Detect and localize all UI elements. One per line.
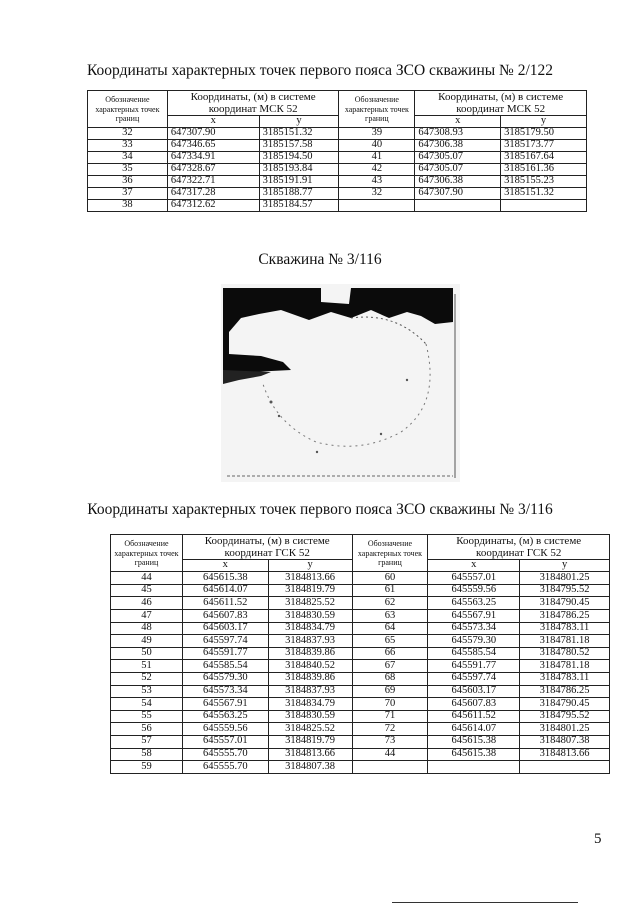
table-cell-x2: 645607.83	[428, 698, 520, 711]
table-cell-n1: 44	[111, 572, 183, 585]
table-cell-x2: 645611.52	[428, 710, 520, 723]
header-point-2: Обозначение характерных точек границ	[339, 91, 415, 128]
table1-title: Координаты характерных точек первого пояса ЗСО скважины № 2/122	[86, 62, 554, 79]
table-cell-y2: 3185167.64	[501, 152, 587, 164]
table-cell-x1: 645567.91	[182, 698, 268, 711]
table-cell-x2: 647305.07	[415, 152, 501, 164]
table-cell-y2: 3184801.25	[520, 723, 610, 736]
table-row	[111, 748, 610, 761]
table-cell-y2: 3184790.45	[520, 597, 610, 610]
table-cell-x1: 645611.52	[182, 597, 268, 610]
table-cell-x1: 645555.70	[182, 761, 268, 774]
table-cell-n1: 56	[111, 723, 183, 736]
table-cell-n1: 52	[111, 672, 183, 685]
table-cell-y1: 3185191.91	[259, 176, 339, 188]
table-cell-y1: 3185194.50	[259, 152, 339, 164]
table-cell-x2: 645567.91	[428, 609, 520, 622]
table-cell-n2: 32	[339, 188, 415, 200]
table-cell-x1: 645597.74	[182, 635, 268, 648]
well-scheme-image	[221, 284, 460, 482]
table-cell-n1: 46	[111, 597, 183, 610]
table-row	[111, 572, 610, 585]
table-cell-y1: 3184830.59	[268, 710, 352, 723]
header-point-1: Обозначение характерных точек границ	[88, 91, 168, 128]
header-y-1: y	[268, 560, 352, 572]
table-cell-y1: 3185151.32	[259, 128, 339, 140]
header-coords-1: Координаты, (м) в системе координат МСК 52	[167, 91, 339, 116]
table-cell-y2: 3184783.11	[520, 672, 610, 685]
table-row	[88, 188, 587, 200]
table-row	[88, 200, 587, 212]
table-cell-n1: 50	[111, 647, 183, 660]
table-cell-n2	[339, 200, 415, 212]
table-cell-n1: 37	[88, 188, 168, 200]
table-cell-x2: 645585.54	[428, 647, 520, 660]
header-x-2: x	[428, 560, 520, 572]
table-cell-y2: 3184795.52	[520, 584, 610, 597]
table-cell-n2: 39	[339, 128, 415, 140]
table-cell-y2: 3184786.25	[520, 685, 610, 698]
table-cell-n1: 34	[88, 152, 168, 164]
table-cell-x2: 645591.77	[428, 660, 520, 673]
table-cell-y2: 3184780.52	[520, 647, 610, 660]
coordinates-table-3-116	[110, 534, 610, 774]
table-cell-x1: 647317.28	[167, 188, 259, 200]
table-cell-x1: 645557.01	[182, 735, 268, 748]
table-row	[111, 710, 610, 723]
table-cell-x1: 645607.83	[182, 609, 268, 622]
table-cell-n1: 58	[111, 748, 183, 761]
table-row	[88, 140, 587, 152]
table-cell-x2: 645603.17	[428, 685, 520, 698]
table-cell-n1: 45	[111, 584, 183, 597]
table-cell-x1: 645559.56	[182, 723, 268, 736]
table-cell-y1: 3185184.57	[259, 200, 339, 212]
table-cell-n2: 61	[352, 584, 428, 597]
table-cell-y1: 3184840.52	[268, 660, 352, 673]
table-cell-n2: 67	[352, 660, 428, 673]
table-cell-y1: 3184837.93	[268, 635, 352, 648]
table-row	[88, 164, 587, 176]
table-cell-x2: 647306.38	[415, 176, 501, 188]
table-cell-x2	[415, 200, 501, 212]
header-coords-2: Координаты, (м) в системе координат ГСК 52	[428, 535, 610, 560]
table-cell-n2: 65	[352, 635, 428, 648]
table-cell-n2	[352, 761, 428, 774]
table-cell-y1: 3184839.86	[268, 647, 352, 660]
table-row	[111, 609, 610, 622]
table-row	[111, 622, 610, 635]
header-coords-1: Координаты, (м) в системе координат ГСК 52	[182, 535, 352, 560]
table-cell-x1: 645615.38	[182, 572, 268, 585]
table-cell-n1: 59	[111, 761, 183, 774]
table-cell-y2	[501, 200, 587, 212]
table-row	[111, 723, 610, 736]
table-cell-x2: 647308.93	[415, 128, 501, 140]
table-cell-y1: 3184819.79	[268, 735, 352, 748]
table-cell-x2: 645573.34	[428, 622, 520, 635]
table-cell-x1: 645555.70	[182, 748, 268, 761]
table-cell-x2: 645579.30	[428, 635, 520, 648]
table-cell-x1: 647346.65	[167, 140, 259, 152]
table-cell-y1: 3185188.77	[259, 188, 339, 200]
table-cell-n2: 70	[352, 698, 428, 711]
header-y-1: y	[259, 116, 339, 128]
table-cell-n1: 51	[111, 660, 183, 673]
table-cell-y2: 3184783.11	[520, 622, 610, 635]
table-cell-n2: 41	[339, 152, 415, 164]
page-number: 5	[594, 831, 602, 847]
table-cell-x2: 645597.74	[428, 672, 520, 685]
table-cell-n1: 32	[88, 128, 168, 140]
table-cell-n1: 47	[111, 609, 183, 622]
table-row	[88, 128, 587, 140]
table-cell-y1: 3184825.52	[268, 723, 352, 736]
table-cell-n1: 55	[111, 710, 183, 723]
table-cell-x1: 645614.07	[182, 584, 268, 597]
table-cell-x1: 647328.67	[167, 164, 259, 176]
header-y-2: y	[501, 116, 587, 128]
table-cell-y2: 3184781.18	[520, 635, 610, 648]
table-cell-y2: 3185173.77	[501, 140, 587, 152]
table-row	[111, 660, 610, 673]
header-x-1: x	[182, 560, 268, 572]
table-cell-n1: 54	[111, 698, 183, 711]
table-cell-y1: 3184813.66	[268, 572, 352, 585]
table-cell-y2: 3185151.32	[501, 188, 587, 200]
table-cell-n2: 68	[352, 672, 428, 685]
table-cell-y2	[520, 761, 610, 774]
table-cell-x2: 645615.38	[428, 748, 520, 761]
header-x-2: x	[415, 116, 501, 128]
table-cell-y2: 3185161.36	[501, 164, 587, 176]
table-row	[111, 597, 610, 610]
table-cell-n1: 38	[88, 200, 168, 212]
table-cell-n1: 49	[111, 635, 183, 648]
coordinates-table-2-122	[87, 90, 587, 212]
table-cell-n2: 42	[339, 164, 415, 176]
table-cell-y1: 3185193.84	[259, 164, 339, 176]
table-cell-n2: 64	[352, 622, 428, 635]
table-cell-x2: 645615.38	[428, 735, 520, 748]
table-cell-x2: 645614.07	[428, 723, 520, 736]
table-cell-y2: 3184813.66	[520, 748, 610, 761]
table-cell-n2: 71	[352, 710, 428, 723]
table-cell-y1: 3184819.79	[268, 584, 352, 597]
table-cell-y2: 3184781.18	[520, 660, 610, 673]
table-cell-n1: 36	[88, 176, 168, 188]
table-cell-y1: 3184837.93	[268, 685, 352, 698]
table-row	[88, 152, 587, 164]
table-cell-y2: 3185179.50	[501, 128, 587, 140]
table-cell-y1: 3184839.86	[268, 672, 352, 685]
header-x-1: x	[167, 116, 259, 128]
header-coords-2: Координаты, (м) в системе координат МСК 52	[415, 91, 587, 116]
table-cell-x2: 645559.56	[428, 584, 520, 597]
table-cell-y2: 3185155.23	[501, 176, 587, 188]
header-point-1: Обозначение характерных точек границ	[111, 535, 183, 572]
table-cell-y1: 3184834.79	[268, 622, 352, 635]
table-cell-x1: 647334.91	[167, 152, 259, 164]
table-row	[111, 761, 610, 774]
table2-title: Координаты характерных точек первого пояса ЗСО скважины № 3/116	[87, 501, 553, 518]
table-row	[111, 672, 610, 685]
table-cell-y2: 3184801.25	[520, 572, 610, 585]
table-row	[111, 685, 610, 698]
table-cell-y2: 3184795.52	[520, 710, 610, 723]
table-cell-x2: 645557.01	[428, 572, 520, 585]
table-cell-x2: 645563.25	[428, 597, 520, 610]
header-point-2: Обозначение характерных точек границ	[352, 535, 428, 572]
table-cell-n1: 53	[111, 685, 183, 698]
table-cell-n2: 40	[339, 140, 415, 152]
table-cell-n2: 63	[352, 609, 428, 622]
table-cell-n2: 72	[352, 723, 428, 736]
table-cell-x1: 645579.30	[182, 672, 268, 685]
table-cell-x1: 645573.34	[182, 685, 268, 698]
header-y-2: y	[520, 560, 610, 572]
table-cell-y2: 3184807.38	[520, 735, 610, 748]
table-cell-n1: 57	[111, 735, 183, 748]
table-cell-x1: 647322.71	[167, 176, 259, 188]
table-cell-x1: 645563.25	[182, 710, 268, 723]
table-cell-n1: 35	[88, 164, 168, 176]
table-cell-x1: 645591.77	[182, 647, 268, 660]
table-cell-x2: 647306.38	[415, 140, 501, 152]
table-cell-y1: 3184813.66	[268, 748, 352, 761]
table-cell-y1: 3185157.58	[259, 140, 339, 152]
table-row	[111, 698, 610, 711]
table-cell-x2	[428, 761, 520, 774]
table-cell-y1: 3184834.79	[268, 698, 352, 711]
table-cell-y1: 3184825.52	[268, 597, 352, 610]
table-cell-n2: 73	[352, 735, 428, 748]
footer-line	[392, 902, 578, 903]
table-cell-n2: 44	[352, 748, 428, 761]
table-row	[111, 584, 610, 597]
table-cell-x1: 647312.62	[167, 200, 259, 212]
table-cell-x2: 647305.07	[415, 164, 501, 176]
table-row	[111, 635, 610, 648]
table-row	[111, 647, 610, 660]
table-cell-n2: 43	[339, 176, 415, 188]
well-3-116-heading: Скважина № 3/116	[258, 251, 382, 268]
table-cell-n2: 66	[352, 647, 428, 660]
table-cell-n2: 69	[352, 685, 428, 698]
table-cell-x2: 647307.90	[415, 188, 501, 200]
table-cell-x1: 647307.90	[167, 128, 259, 140]
table-cell-y1: 3184830.59	[268, 609, 352, 622]
table-cell-n2: 62	[352, 597, 428, 610]
table-cell-y2: 3184790.45	[520, 698, 610, 711]
table-cell-y1: 3184807.38	[268, 761, 352, 774]
table-row	[111, 735, 610, 748]
table-cell-y2: 3184786.25	[520, 609, 610, 622]
table-cell-x1: 645603.17	[182, 622, 268, 635]
table-cell-n1: 48	[111, 622, 183, 635]
table-cell-n2: 60	[352, 572, 428, 585]
table-cell-x1: 645585.54	[182, 660, 268, 673]
table-row	[88, 176, 587, 188]
table-cell-n1: 33	[88, 140, 168, 152]
